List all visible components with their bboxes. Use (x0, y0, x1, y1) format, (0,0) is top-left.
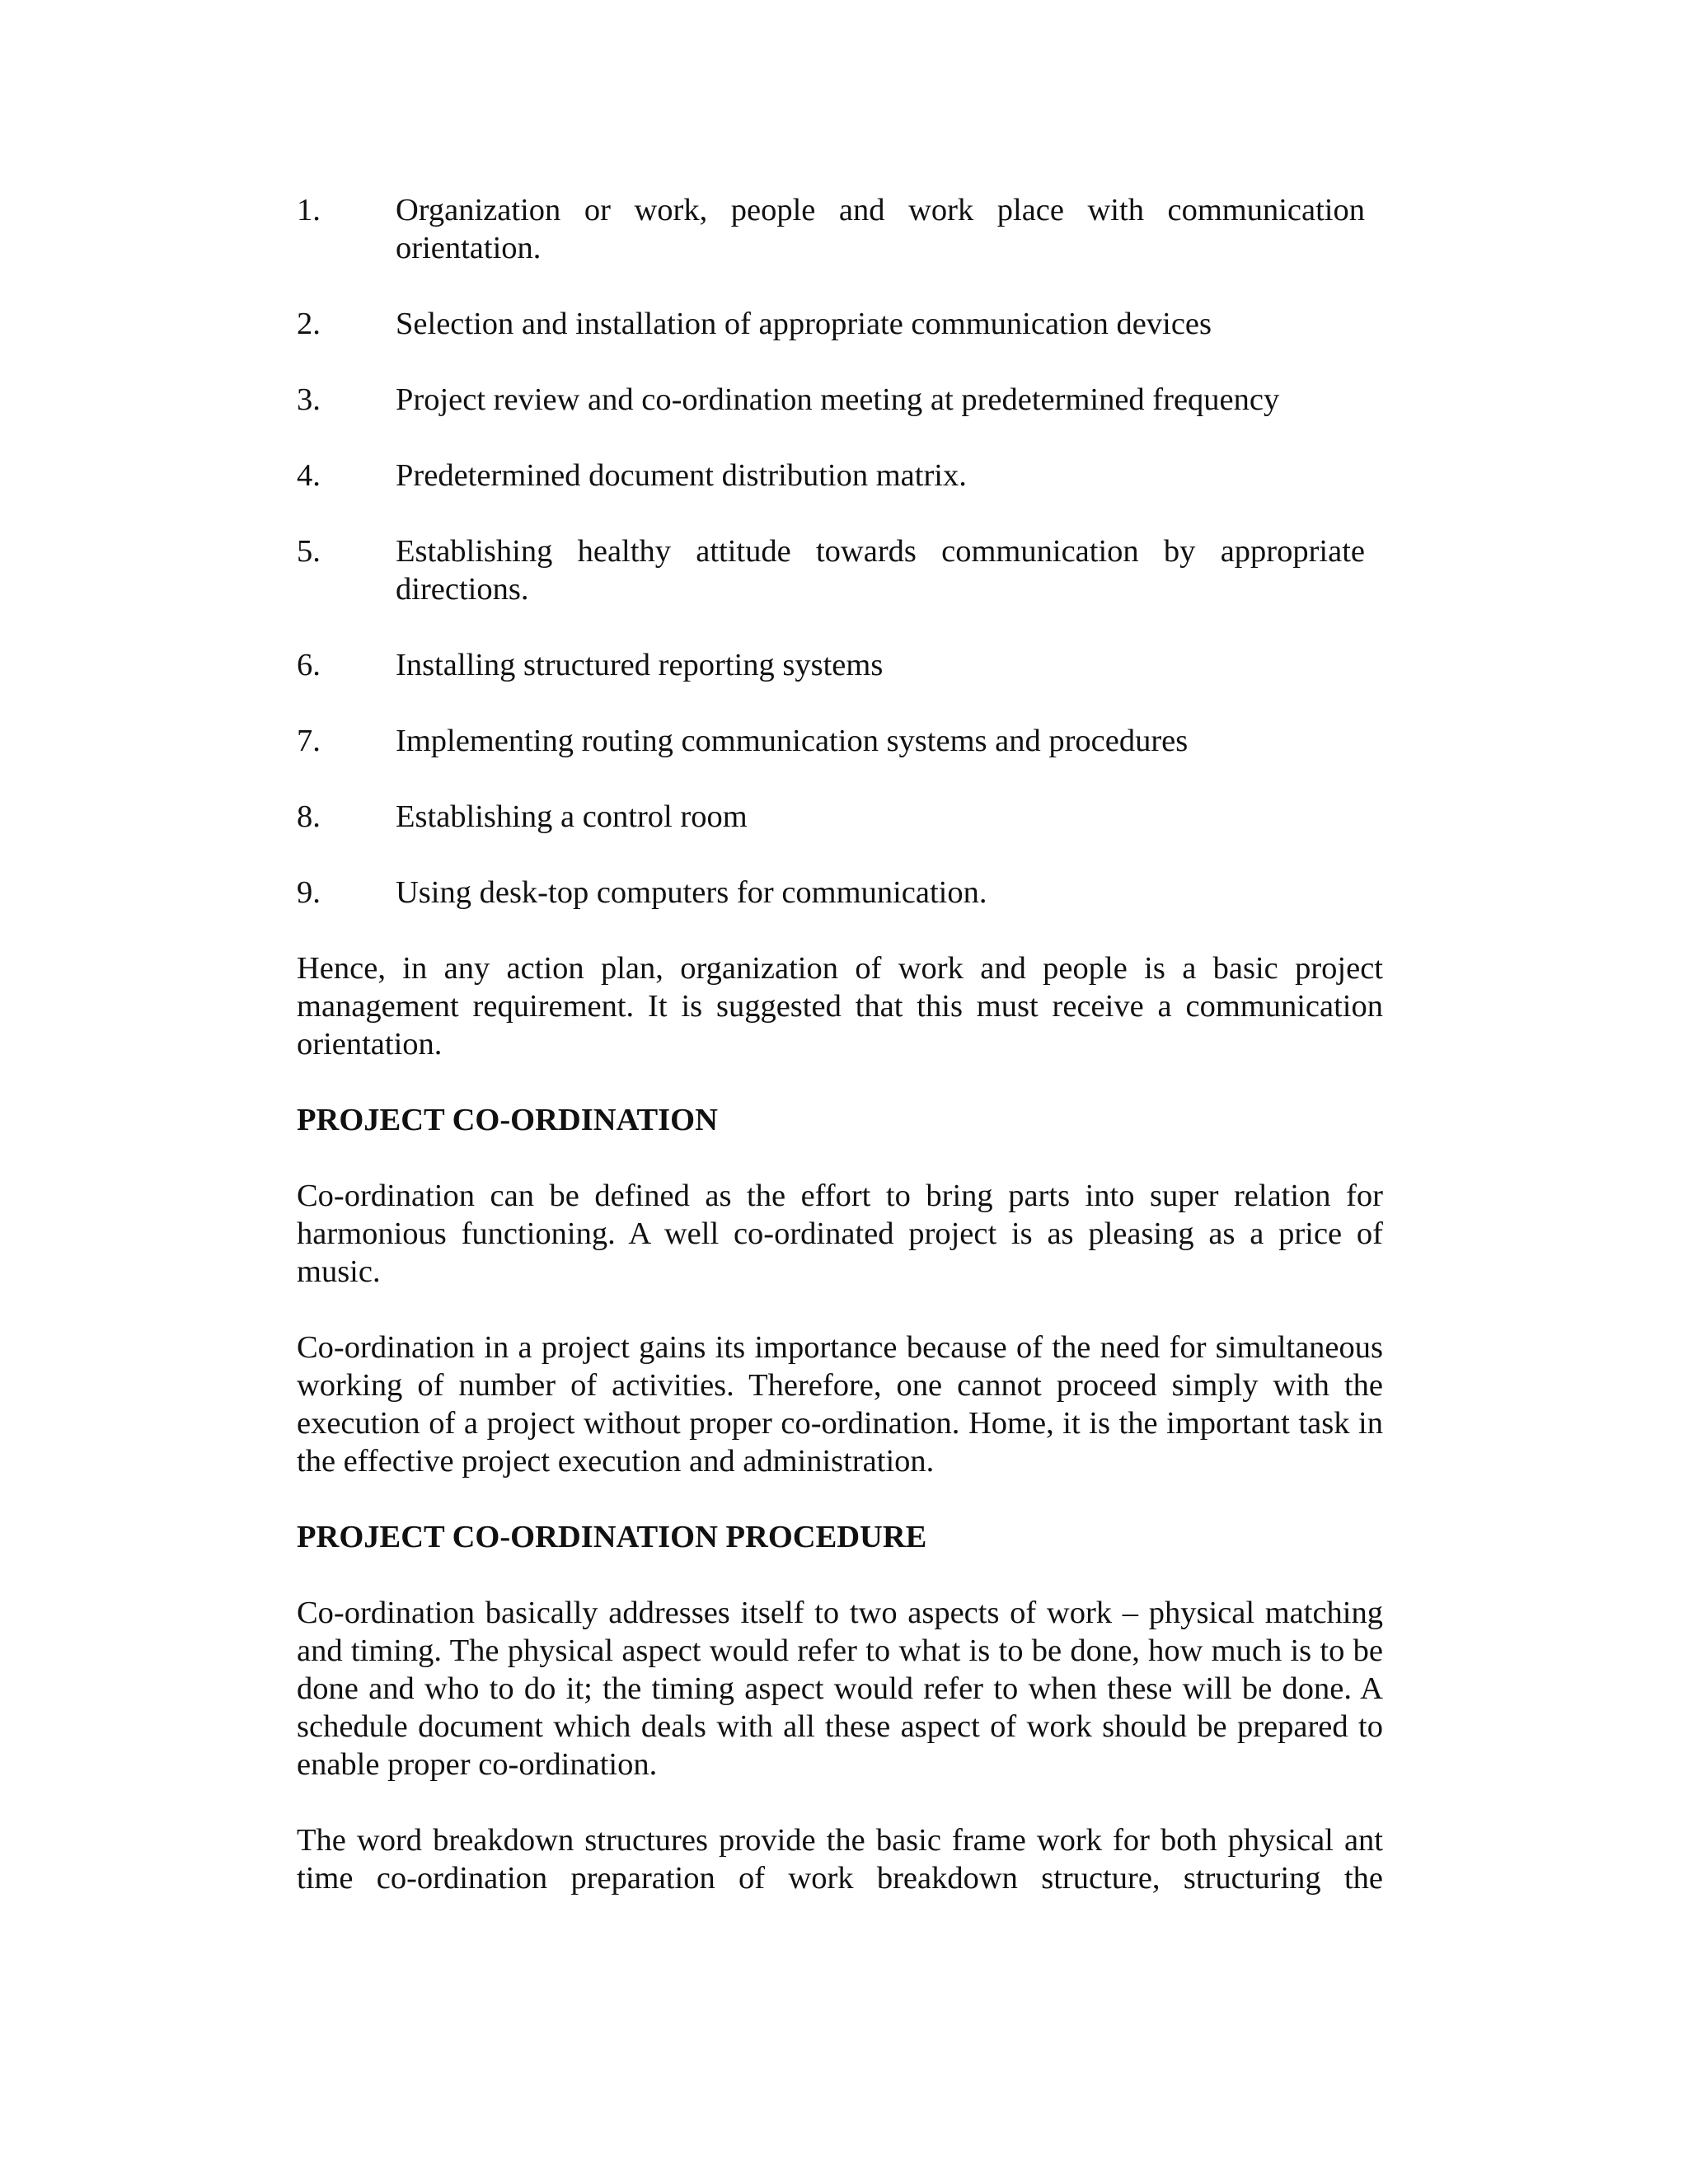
list-item (297, 532, 1383, 608)
list-item-number: 9. (297, 875, 321, 910)
list-item-number: 7. (297, 724, 321, 758)
heading-project-coordination: PROJECT CO-ORDINATION (297, 1103, 718, 1137)
list-item-text: Organization or work, people and work place with communication orientation. (396, 193, 1365, 265)
list-item (297, 798, 1383, 836)
page-content (297, 191, 1383, 1935)
list-item-text: Predetermined document distribution matrix. (396, 458, 967, 493)
list-item-number: 3. (297, 382, 321, 417)
list-item-text: Implementing routing communication systems and procedures (396, 724, 1189, 758)
list-item-number: 5. (297, 534, 321, 569)
paragraph-coordination-importance: Co-ordination in a project gains its importance because of the need for simultaneous working of number of activities. Therefore, one cannot proceed simply with the execution of a project without proper co-ordination. Home, it is the important task in the effective project execution and administration. (297, 1330, 1383, 1479)
list-item-text: Installing structured reporting systems (396, 648, 884, 682)
list-item-number: 8. (297, 799, 321, 834)
list-item-number: 1. (297, 193, 321, 227)
list-item (297, 874, 1383, 912)
list-item (297, 457, 1383, 494)
list-item-number: 4. (297, 458, 321, 493)
list-item-text: Establishing a control room (396, 799, 748, 834)
paragraph-coordination-procedure: Co-ordination basically addresses itself to two aspects of work – physical matching and timing. The physical aspect would refer to what is to be done, how much is to be done and who to do it; the timing aspect would refer to when these will be done. A schedule document which deals with all these aspect of work should be prepared to enable proper co-ordination. (297, 1596, 1383, 1782)
list-item (297, 191, 1383, 267)
communication-measures-list (297, 191, 1383, 912)
list-item-number: 2. (297, 307, 321, 341)
list-item (297, 722, 1383, 760)
paragraph-work-breakdown: The word breakdown structures provide the basic frame work for both physical ant time co-ordination preparation of work breakdown structure, structuring the (297, 1823, 1383, 1896)
list-item-text: Establishing healthy attitude towards communication by appropriate directions. (396, 534, 1365, 607)
list-item (297, 646, 1383, 684)
list-item-number: 6. (297, 648, 321, 682)
list-item (297, 381, 1383, 419)
paragraph-hence: Hence, in any action plan, organization of work and people is a basic project management requirement. It is suggested that this must receive a communication orientation. (297, 951, 1383, 1062)
list-item-text: Project review and co-ordination meeting at predetermined frequency (396, 382, 1280, 417)
list-item-text: Using desk-top computers for communication. (396, 875, 987, 910)
paragraph-coordination-defined: Co-ordination can be defined as the effort to bring parts into super relation for harmonious functioning. A well co-ordinated project is as pleasing as a price of music. (297, 1179, 1383, 1289)
list-item (297, 305, 1383, 343)
heading-coordination-procedure: PROJECT CO-ORDINATION PROCEDURE (297, 1520, 927, 1554)
list-item-text: Selection and installation of appropriate communication devices (396, 307, 1212, 341)
